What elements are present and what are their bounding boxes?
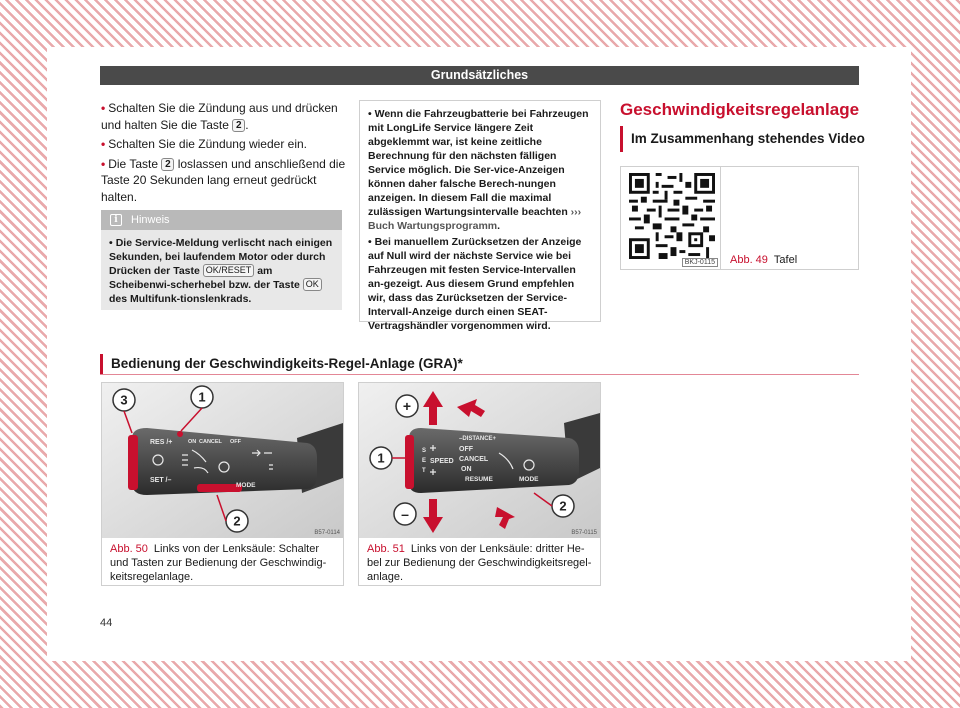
callout-1: 1 xyxy=(198,389,206,405)
hint-box xyxy=(101,210,342,310)
info-icon: i xyxy=(110,214,122,226)
stalk-label-cancel: CANCEL xyxy=(459,456,489,463)
qr-code-frame[interactable] xyxy=(621,167,721,269)
key-number-badge: 2 xyxy=(161,158,174,171)
figure-50-caption: Abb. 50 Links von der Lenksäule: Schalter und Tasten zur Bedienung der Geschwindig-keitsregelanlage. xyxy=(110,543,327,583)
key-label: OK xyxy=(303,278,322,291)
stalk-label-off: OFF xyxy=(459,446,473,453)
figure-51-image xyxy=(359,383,600,538)
stalk-label-t: T xyxy=(422,468,426,474)
page-number: 44 xyxy=(100,617,113,629)
list-item: • Schalten Sie die Zündung aus und drücken und halten Sie die Taste 2 . xyxy=(101,101,338,132)
callout-2: 2 xyxy=(233,513,241,529)
image-id: B57-0114 xyxy=(314,530,340,536)
hint-text: • Die Service-Meldung verlischt nach einigen Sekunden, bei laufendem Motor oder durch Drücken der Taste OK/RESET am Scheibenwi-scherhebel bzw. der Taste OK des Multifunk-tionslenkrads. xyxy=(109,237,333,305)
list-item: • Schalten Sie die Zündung wieder ein. xyxy=(101,137,307,151)
image-id: BKJ-0115 xyxy=(682,258,718,267)
bullet-icon: • xyxy=(101,101,106,115)
qr-code-icon[interactable] xyxy=(629,173,715,259)
callout-2: 2 xyxy=(559,498,567,514)
stalk-label-on: ON xyxy=(188,439,197,445)
stalk-illustration xyxy=(102,383,343,538)
stalk-label-cancel: CANCEL xyxy=(199,439,222,445)
stalk-label-on: ON xyxy=(461,466,472,473)
stalk-label-mode: MODE xyxy=(236,482,256,489)
stalk-label-speed: SPEED xyxy=(430,458,454,465)
figure-50 xyxy=(101,382,344,586)
key-number-badge: 2 xyxy=(232,119,245,132)
stalk-label-resume: RESUME xyxy=(465,476,493,483)
notice-box xyxy=(359,100,601,332)
figure-51 xyxy=(358,382,601,586)
bullet-icon: • xyxy=(368,236,372,248)
stalk-label-e: E xyxy=(422,458,427,464)
callout-1: 1 xyxy=(377,450,385,466)
stalk-label-distance: –DISTANCE+ xyxy=(459,436,497,442)
section-title: Geschwindigkeitsregelanlage xyxy=(620,100,860,119)
bullet-icon: • xyxy=(109,237,113,249)
list-item: • Bei manuellem Zurücksetzen der Anzeige auf Null wird der nächste Service wie bei Fahrzeugen mit festen Service-Intervallen an-gezeigt. Aus diesem Grund empfehlen wir, dass das Zurücksetzen der Service-Intervall-Anzeige durch einen SEAT-Vertragshändler vorgenommen wird. xyxy=(368,236,582,332)
callout-plus: + xyxy=(402,398,412,414)
stalk-label-res: RES /+ xyxy=(150,439,173,446)
list-item: • Wenn die Fahrzeugbatterie bei Fahrzeugen mit LongLife Service längere Zeit abgeklemmt war, ist keine zeitliche Berechnung für den nächsten fälligen Service möglich. Die Ser-vice-Anzeigen können daher falsche Berech-nungen anzeigen. In diesem Fall die maximal zulässigen Wartungsintervalle beachten ››› Buch Wartungsprogramm. xyxy=(368,108,589,232)
qr-figure xyxy=(620,166,859,270)
bullet-icon: • xyxy=(101,137,106,151)
hint-header: i Hinweis xyxy=(101,210,342,230)
bullet-icon: • xyxy=(101,156,106,171)
figure-label: Abb. 50 xyxy=(110,543,148,555)
key-label: OK/RESET xyxy=(203,264,255,277)
stalk-illustration xyxy=(359,383,600,538)
stalk-label-s: S xyxy=(422,448,427,454)
left-column xyxy=(101,100,346,205)
stalk-label-set: SET /– xyxy=(150,477,172,484)
image-id: B57-0115 xyxy=(571,530,597,536)
stalk-label-off: OFF xyxy=(230,439,241,445)
callout-minus: – xyxy=(401,506,409,522)
cross-reference-link[interactable]: ››› Buch Wartungsprogramm xyxy=(368,206,582,232)
figure-51-caption: Abb. 51 Links von der Lenksäule: dritter He-bel zur Bedienung der Geschwindigkeitsregel-anlage. xyxy=(367,543,592,583)
stalk-label-mode: MODE xyxy=(519,476,539,483)
sub-heading: Bedienung der Geschwindigkeits-Regel-Anlage (GRA)* xyxy=(100,354,860,374)
figure-label: Abb. 51 xyxy=(367,543,405,555)
list-item: • Die Taste 2 loslassen und anschließend die Taste 20 Sekunden lang erneut gedrückt halten. xyxy=(101,156,346,204)
qr-caption: Abb. 49 Tafel xyxy=(730,254,798,266)
video-heading: Im Zusammenhang stehendes Video xyxy=(620,126,865,152)
page-header: Grundsätzliches xyxy=(100,66,859,85)
figure-label: Abb. 49 xyxy=(730,254,768,266)
heading-divider xyxy=(100,374,859,375)
bullet-icon: • xyxy=(368,108,372,120)
figure-50-image xyxy=(102,383,343,538)
callout-3: 3 xyxy=(120,392,128,408)
